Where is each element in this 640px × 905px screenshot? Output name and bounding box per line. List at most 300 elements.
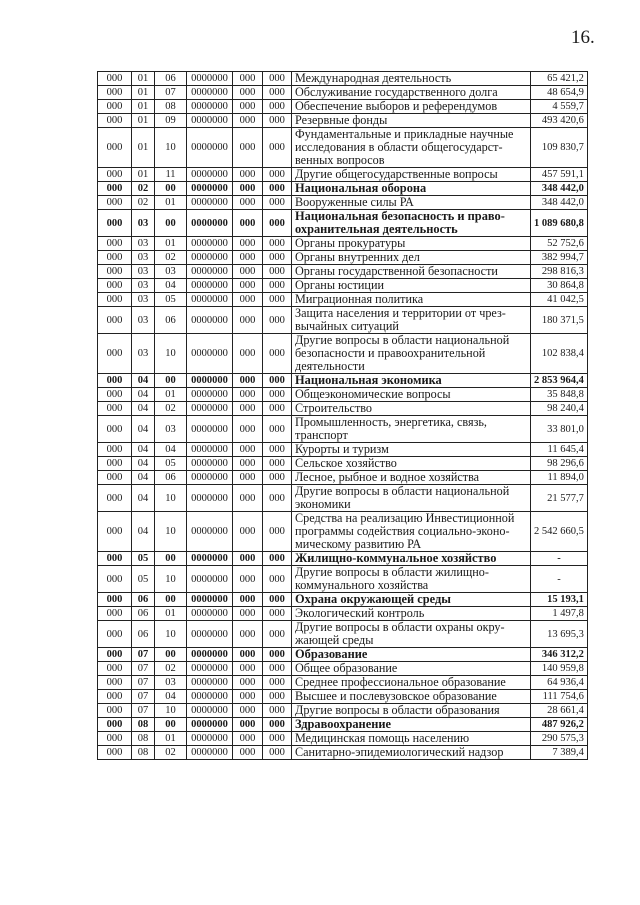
economic-code-cell: 000: [263, 593, 292, 607]
economic-code-cell: 000: [263, 251, 292, 265]
economic-code-cell: 000: [263, 607, 292, 621]
section-code-cell: 04: [132, 374, 155, 388]
admin-code-cell: 000: [98, 485, 132, 512]
subsection-code-cell: 07: [155, 86, 187, 100]
amount-cell: -: [531, 566, 588, 593]
section-code-cell: 01: [132, 86, 155, 100]
subsection-code-cell: 02: [155, 746, 187, 760]
subsection-code-cell: 00: [155, 210, 187, 237]
target-code-cell: 0000000: [187, 402, 233, 416]
amount-cell: 28 661,4: [531, 704, 588, 718]
item-name-cell: Органы прокуратуры: [292, 237, 531, 251]
item-name-cell: Другие общегосударственные вопросы: [292, 168, 531, 182]
amount-cell: 11 645,4: [531, 443, 588, 457]
target-code-cell: 0000000: [187, 648, 233, 662]
item-name-cell: Другие вопросы в области жилищно-коммунального хозяйства: [292, 566, 531, 593]
table-row: [98, 251, 588, 265]
admin-code-cell: 000: [98, 621, 132, 648]
table-row: [98, 196, 588, 210]
amount-cell: 13 695,3: [531, 621, 588, 648]
admin-code-cell: 000: [98, 566, 132, 593]
economic-code-cell: 000: [263, 416, 292, 443]
admin-code-cell: 000: [98, 265, 132, 279]
expense-type-code-cell: 000: [233, 512, 263, 552]
subsection-code-cell: 00: [155, 648, 187, 662]
expense-type-code-cell: 000: [233, 471, 263, 485]
subsection-code-cell: 11: [155, 168, 187, 182]
table-row: [98, 690, 588, 704]
amount-cell: 7 389,4: [531, 746, 588, 760]
subsection-code-cell: 05: [155, 457, 187, 471]
target-code-cell: 0000000: [187, 293, 233, 307]
amount-cell: 30 864,8: [531, 279, 588, 293]
expense-type-code-cell: 000: [233, 566, 263, 593]
economic-code-cell: 000: [263, 402, 292, 416]
table-row: [98, 293, 588, 307]
item-name-cell: Международная деятельность: [292, 72, 531, 86]
economic-code-cell: 000: [263, 210, 292, 237]
section-code-cell: 07: [132, 648, 155, 662]
table-row: [98, 552, 588, 566]
amount-cell: 48 654,9: [531, 86, 588, 100]
target-code-cell: 0000000: [187, 593, 233, 607]
subsection-code-cell: 00: [155, 374, 187, 388]
item-name-cell: Высшее и послевузовское образование: [292, 690, 531, 704]
target-code-cell: 0000000: [187, 182, 233, 196]
item-name-cell: Жилищно-коммунальное хозяйство: [292, 552, 531, 566]
target-code-cell: 0000000: [187, 334, 233, 374]
amount-cell: 1 089 680,8: [531, 210, 588, 237]
table-row: [98, 237, 588, 251]
economic-code-cell: 000: [263, 72, 292, 86]
amount-cell: 41 042,5: [531, 293, 588, 307]
economic-code-cell: 000: [263, 443, 292, 457]
table-row: [98, 621, 588, 648]
amount-cell: 348 442,0: [531, 196, 588, 210]
economic-code-cell: 000: [263, 485, 292, 512]
table-row: [98, 457, 588, 471]
expense-type-code-cell: 000: [233, 662, 263, 676]
section-code-cell: 04: [132, 443, 155, 457]
expense-type-code-cell: 000: [233, 307, 263, 334]
section-code-cell: 02: [132, 182, 155, 196]
amount-cell: 15 193,1: [531, 593, 588, 607]
economic-code-cell: 000: [263, 388, 292, 402]
expense-type-code-cell: 000: [233, 196, 263, 210]
section-code-cell: 04: [132, 512, 155, 552]
section-code-cell: 08: [132, 718, 155, 732]
subsection-code-cell: 06: [155, 307, 187, 334]
subsection-code-cell: 00: [155, 552, 187, 566]
amount-cell: 290 575,3: [531, 732, 588, 746]
section-code-cell: 03: [132, 293, 155, 307]
expense-type-code-cell: 000: [233, 374, 263, 388]
subsection-code-cell: 00: [155, 718, 187, 732]
expense-type-code-cell: 000: [233, 237, 263, 251]
item-name-cell: Национальная безопасность и право-охранительная деятельность: [292, 210, 531, 237]
admin-code-cell: 000: [98, 182, 132, 196]
admin-code-cell: 000: [98, 128, 132, 168]
section-code-cell: 03: [132, 307, 155, 334]
subsection-code-cell: 03: [155, 676, 187, 690]
expense-type-code-cell: 000: [233, 334, 263, 374]
expense-type-code-cell: 000: [233, 718, 263, 732]
item-name-cell: Органы внутренних дел: [292, 251, 531, 265]
item-name-cell: Строительство: [292, 402, 531, 416]
expense-type-code-cell: 000: [233, 251, 263, 265]
economic-code-cell: 000: [263, 690, 292, 704]
target-code-cell: 0000000: [187, 114, 233, 128]
subsection-code-cell: 10: [155, 704, 187, 718]
table-row: [98, 746, 588, 760]
economic-code-cell: 000: [263, 100, 292, 114]
section-code-cell: 01: [132, 168, 155, 182]
expense-type-code-cell: 000: [233, 265, 263, 279]
item-name-cell: Органы юстиции: [292, 279, 531, 293]
expense-type-code-cell: 000: [233, 621, 263, 648]
subsection-code-cell: 01: [155, 732, 187, 746]
expense-type-code-cell: 000: [233, 114, 263, 128]
expense-type-code-cell: 000: [233, 676, 263, 690]
expense-type-code-cell: 000: [233, 100, 263, 114]
expense-type-code-cell: 000: [233, 182, 263, 196]
expense-type-code-cell: 000: [233, 210, 263, 237]
target-code-cell: 0000000: [187, 72, 233, 86]
item-name-cell: Санитарно-эпидемиологический надзор: [292, 746, 531, 760]
admin-code-cell: 000: [98, 718, 132, 732]
admin-code-cell: 000: [98, 210, 132, 237]
admin-code-cell: 000: [98, 100, 132, 114]
amount-cell: 102 838,4: [531, 334, 588, 374]
economic-code-cell: 000: [263, 552, 292, 566]
table-row: [98, 676, 588, 690]
section-code-cell: 02: [132, 196, 155, 210]
section-code-cell: 08: [132, 732, 155, 746]
amount-cell: 140 959,8: [531, 662, 588, 676]
target-code-cell: 0000000: [187, 279, 233, 293]
section-code-cell: 04: [132, 416, 155, 443]
section-code-cell: 08: [132, 746, 155, 760]
economic-code-cell: 000: [263, 512, 292, 552]
amount-cell: -: [531, 552, 588, 566]
amount-cell: 4 559,7: [531, 100, 588, 114]
subsection-code-cell: 10: [155, 128, 187, 168]
admin-code-cell: 000: [98, 168, 132, 182]
subsection-code-cell: 04: [155, 690, 187, 704]
admin-code-cell: 000: [98, 676, 132, 690]
economic-code-cell: 000: [263, 676, 292, 690]
table-row: [98, 334, 588, 374]
economic-code-cell: 000: [263, 196, 292, 210]
expense-type-code-cell: 000: [233, 593, 263, 607]
admin-code-cell: 000: [98, 237, 132, 251]
table-row: [98, 471, 588, 485]
admin-code-cell: 000: [98, 307, 132, 334]
admin-code-cell: 000: [98, 416, 132, 443]
section-code-cell: 03: [132, 237, 155, 251]
subsection-code-cell: 00: [155, 593, 187, 607]
economic-code-cell: 000: [263, 471, 292, 485]
item-name-cell: Резервные фонды: [292, 114, 531, 128]
item-name-cell: Другие вопросы в области национальной экономики: [292, 485, 531, 512]
item-name-cell: Промышленность, энергетика, связь, транспорт: [292, 416, 531, 443]
section-code-cell: 07: [132, 690, 155, 704]
economic-code-cell: 000: [263, 182, 292, 196]
expense-type-code-cell: 000: [233, 552, 263, 566]
expense-type-code-cell: 000: [233, 648, 263, 662]
subsection-code-cell: 02: [155, 251, 187, 265]
admin-code-cell: 000: [98, 593, 132, 607]
subsection-code-cell: 03: [155, 265, 187, 279]
expense-type-code-cell: 000: [233, 704, 263, 718]
admin-code-cell: 000: [98, 334, 132, 374]
target-code-cell: 0000000: [187, 732, 233, 746]
admin-code-cell: 000: [98, 662, 132, 676]
amount-cell: 1 497,8: [531, 607, 588, 621]
admin-code-cell: 000: [98, 402, 132, 416]
section-code-cell: 03: [132, 251, 155, 265]
economic-code-cell: 000: [263, 621, 292, 648]
subsection-code-cell: 03: [155, 416, 187, 443]
admin-code-cell: 000: [98, 251, 132, 265]
amount-cell: 33 801,0: [531, 416, 588, 443]
expense-type-code-cell: 000: [233, 690, 263, 704]
target-code-cell: 0000000: [187, 662, 233, 676]
target-code-cell: 0000000: [187, 196, 233, 210]
table-row: [98, 100, 588, 114]
subsection-code-cell: 01: [155, 388, 187, 402]
target-code-cell: 0000000: [187, 100, 233, 114]
table-row: [98, 86, 588, 100]
amount-cell: 11 894,0: [531, 471, 588, 485]
admin-code-cell: 000: [98, 552, 132, 566]
section-code-cell: 07: [132, 704, 155, 718]
item-name-cell: Лесное, рыбное и водное хозяйства: [292, 471, 531, 485]
admin-code-cell: 000: [98, 388, 132, 402]
economic-code-cell: 000: [263, 86, 292, 100]
item-name-cell: Национальная оборона: [292, 182, 531, 196]
economic-code-cell: 000: [263, 566, 292, 593]
table-row: [98, 732, 588, 746]
economic-code-cell: 000: [263, 168, 292, 182]
item-name-cell: Охрана окружающей среды: [292, 593, 531, 607]
economic-code-cell: 000: [263, 662, 292, 676]
admin-code-cell: 000: [98, 279, 132, 293]
expense-type-code-cell: 000: [233, 128, 263, 168]
subsection-code-cell: 10: [155, 485, 187, 512]
table-row: [98, 307, 588, 334]
item-name-cell: Органы государственной безопасности: [292, 265, 531, 279]
section-code-cell: 01: [132, 100, 155, 114]
table-row: [98, 210, 588, 237]
section-code-cell: 05: [132, 552, 155, 566]
target-code-cell: 0000000: [187, 485, 233, 512]
subsection-code-cell: 02: [155, 662, 187, 676]
economic-code-cell: 000: [263, 307, 292, 334]
economic-code-cell: 000: [263, 704, 292, 718]
admin-code-cell: 000: [98, 293, 132, 307]
item-name-cell: Другие вопросы в области образования: [292, 704, 531, 718]
admin-code-cell: 000: [98, 374, 132, 388]
section-code-cell: 07: [132, 676, 155, 690]
table-row: [98, 416, 588, 443]
subsection-code-cell: 02: [155, 402, 187, 416]
subsection-code-cell: 06: [155, 471, 187, 485]
amount-cell: 65 421,2: [531, 72, 588, 86]
subsection-code-cell: 10: [155, 621, 187, 648]
amount-cell: 2 853 964,4: [531, 374, 588, 388]
target-code-cell: 0000000: [187, 265, 233, 279]
amount-cell: 382 994,7: [531, 251, 588, 265]
target-code-cell: 0000000: [187, 718, 233, 732]
admin-code-cell: 000: [98, 457, 132, 471]
section-code-cell: 01: [132, 114, 155, 128]
admin-code-cell: 000: [98, 732, 132, 746]
subsection-code-cell: 10: [155, 566, 187, 593]
item-name-cell: Медицинская помощь населению: [292, 732, 531, 746]
table-row: [98, 566, 588, 593]
economic-code-cell: 000: [263, 128, 292, 168]
section-code-cell: 04: [132, 485, 155, 512]
table-row: [98, 704, 588, 718]
table-row: [98, 182, 588, 196]
economic-code-cell: 000: [263, 718, 292, 732]
target-code-cell: 0000000: [187, 251, 233, 265]
table-row: [98, 662, 588, 676]
admin-code-cell: 000: [98, 443, 132, 457]
amount-cell: 35 848,8: [531, 388, 588, 402]
economic-code-cell: 000: [263, 334, 292, 374]
amount-cell: 298 816,3: [531, 265, 588, 279]
admin-code-cell: 000: [98, 607, 132, 621]
expense-type-code-cell: 000: [233, 72, 263, 86]
amount-cell: 180 371,5: [531, 307, 588, 334]
expense-type-code-cell: 000: [233, 746, 263, 760]
item-name-cell: Другие вопросы в области национальной безопасности и правоохранительной деятельности: [292, 334, 531, 374]
target-code-cell: 0000000: [187, 471, 233, 485]
section-code-cell: 03: [132, 279, 155, 293]
economic-code-cell: 000: [263, 732, 292, 746]
table-row: [98, 265, 588, 279]
economic-code-cell: 000: [263, 265, 292, 279]
amount-cell: 109 830,7: [531, 128, 588, 168]
economic-code-cell: 000: [263, 293, 292, 307]
amount-cell: 98 240,4: [531, 402, 588, 416]
section-code-cell: 04: [132, 457, 155, 471]
target-code-cell: 0000000: [187, 621, 233, 648]
amount-cell: 348 442,0: [531, 182, 588, 196]
item-name-cell: Средства на реализацию Инвестиционной программы содействия социально-эконо-мическому развитию РА: [292, 512, 531, 552]
target-code-cell: 0000000: [187, 512, 233, 552]
item-name-cell: Среднее профессиональное образование: [292, 676, 531, 690]
target-code-cell: 0000000: [187, 128, 233, 168]
table-row: [98, 402, 588, 416]
section-code-cell: 03: [132, 210, 155, 237]
admin-code-cell: 000: [98, 471, 132, 485]
amount-cell: 493 420,6: [531, 114, 588, 128]
target-code-cell: 0000000: [187, 552, 233, 566]
expense-type-code-cell: 000: [233, 168, 263, 182]
subsection-code-cell: 01: [155, 237, 187, 251]
expense-type-code-cell: 000: [233, 416, 263, 443]
subsection-code-cell: 06: [155, 72, 187, 86]
table-row: [98, 593, 588, 607]
table-row: [98, 72, 588, 86]
item-name-cell: Защита населения и территории от чрез-вычайных ситуаций: [292, 307, 531, 334]
table-row: [98, 485, 588, 512]
item-name-cell: Вооруженные силы РА: [292, 196, 531, 210]
amount-cell: 98 296,6: [531, 457, 588, 471]
expense-type-code-cell: 000: [233, 443, 263, 457]
target-code-cell: 0000000: [187, 457, 233, 471]
table-row: [98, 718, 588, 732]
admin-code-cell: 000: [98, 512, 132, 552]
item-name-cell: Национальная экономика: [292, 374, 531, 388]
table-row: [98, 607, 588, 621]
table-row: [98, 388, 588, 402]
target-code-cell: 0000000: [187, 690, 233, 704]
section-code-cell: 05: [132, 566, 155, 593]
section-code-cell: 03: [132, 265, 155, 279]
economic-code-cell: 000: [263, 746, 292, 760]
target-code-cell: 0000000: [187, 746, 233, 760]
section-code-cell: 01: [132, 72, 155, 86]
subsection-code-cell: 04: [155, 443, 187, 457]
amount-cell: 457 591,1: [531, 168, 588, 182]
target-code-cell: 0000000: [187, 443, 233, 457]
expense-type-code-cell: 000: [233, 279, 263, 293]
target-code-cell: 0000000: [187, 307, 233, 334]
subsection-code-cell: 01: [155, 196, 187, 210]
target-code-cell: 0000000: [187, 416, 233, 443]
table-row: [98, 279, 588, 293]
table-row: [98, 168, 588, 182]
item-name-cell: Фундаментальные и прикладные научные исследования в области общегосударст-венных вопросов: [292, 128, 531, 168]
economic-code-cell: 000: [263, 114, 292, 128]
budget-table: [97, 71, 588, 760]
economic-code-cell: 000: [263, 279, 292, 293]
admin-code-cell: 000: [98, 690, 132, 704]
target-code-cell: 0000000: [187, 607, 233, 621]
item-name-cell: Образование: [292, 648, 531, 662]
admin-code-cell: 000: [98, 72, 132, 86]
item-name-cell: Миграционная политика: [292, 293, 531, 307]
table-row: [98, 374, 588, 388]
table-row: [98, 128, 588, 168]
item-name-cell: Общее образование: [292, 662, 531, 676]
target-code-cell: 0000000: [187, 374, 233, 388]
item-name-cell: Обслуживание государственного долга: [292, 86, 531, 100]
subsection-code-cell: 10: [155, 334, 187, 374]
economic-code-cell: 000: [263, 457, 292, 471]
subsection-code-cell: 00: [155, 182, 187, 196]
target-code-cell: 0000000: [187, 210, 233, 237]
target-code-cell: 0000000: [187, 704, 233, 718]
expense-type-code-cell: 000: [233, 457, 263, 471]
target-code-cell: 0000000: [187, 168, 233, 182]
subsection-code-cell: 08: [155, 100, 187, 114]
item-name-cell: Общеэкономические вопросы: [292, 388, 531, 402]
section-code-cell: 06: [132, 621, 155, 648]
expense-type-code-cell: 000: [233, 732, 263, 746]
economic-code-cell: 000: [263, 648, 292, 662]
target-code-cell: 0000000: [187, 388, 233, 402]
section-code-cell: 06: [132, 593, 155, 607]
table-row: [98, 648, 588, 662]
subsection-code-cell: 04: [155, 279, 187, 293]
amount-cell: 2 542 660,5: [531, 512, 588, 552]
expense-type-code-cell: 000: [233, 293, 263, 307]
